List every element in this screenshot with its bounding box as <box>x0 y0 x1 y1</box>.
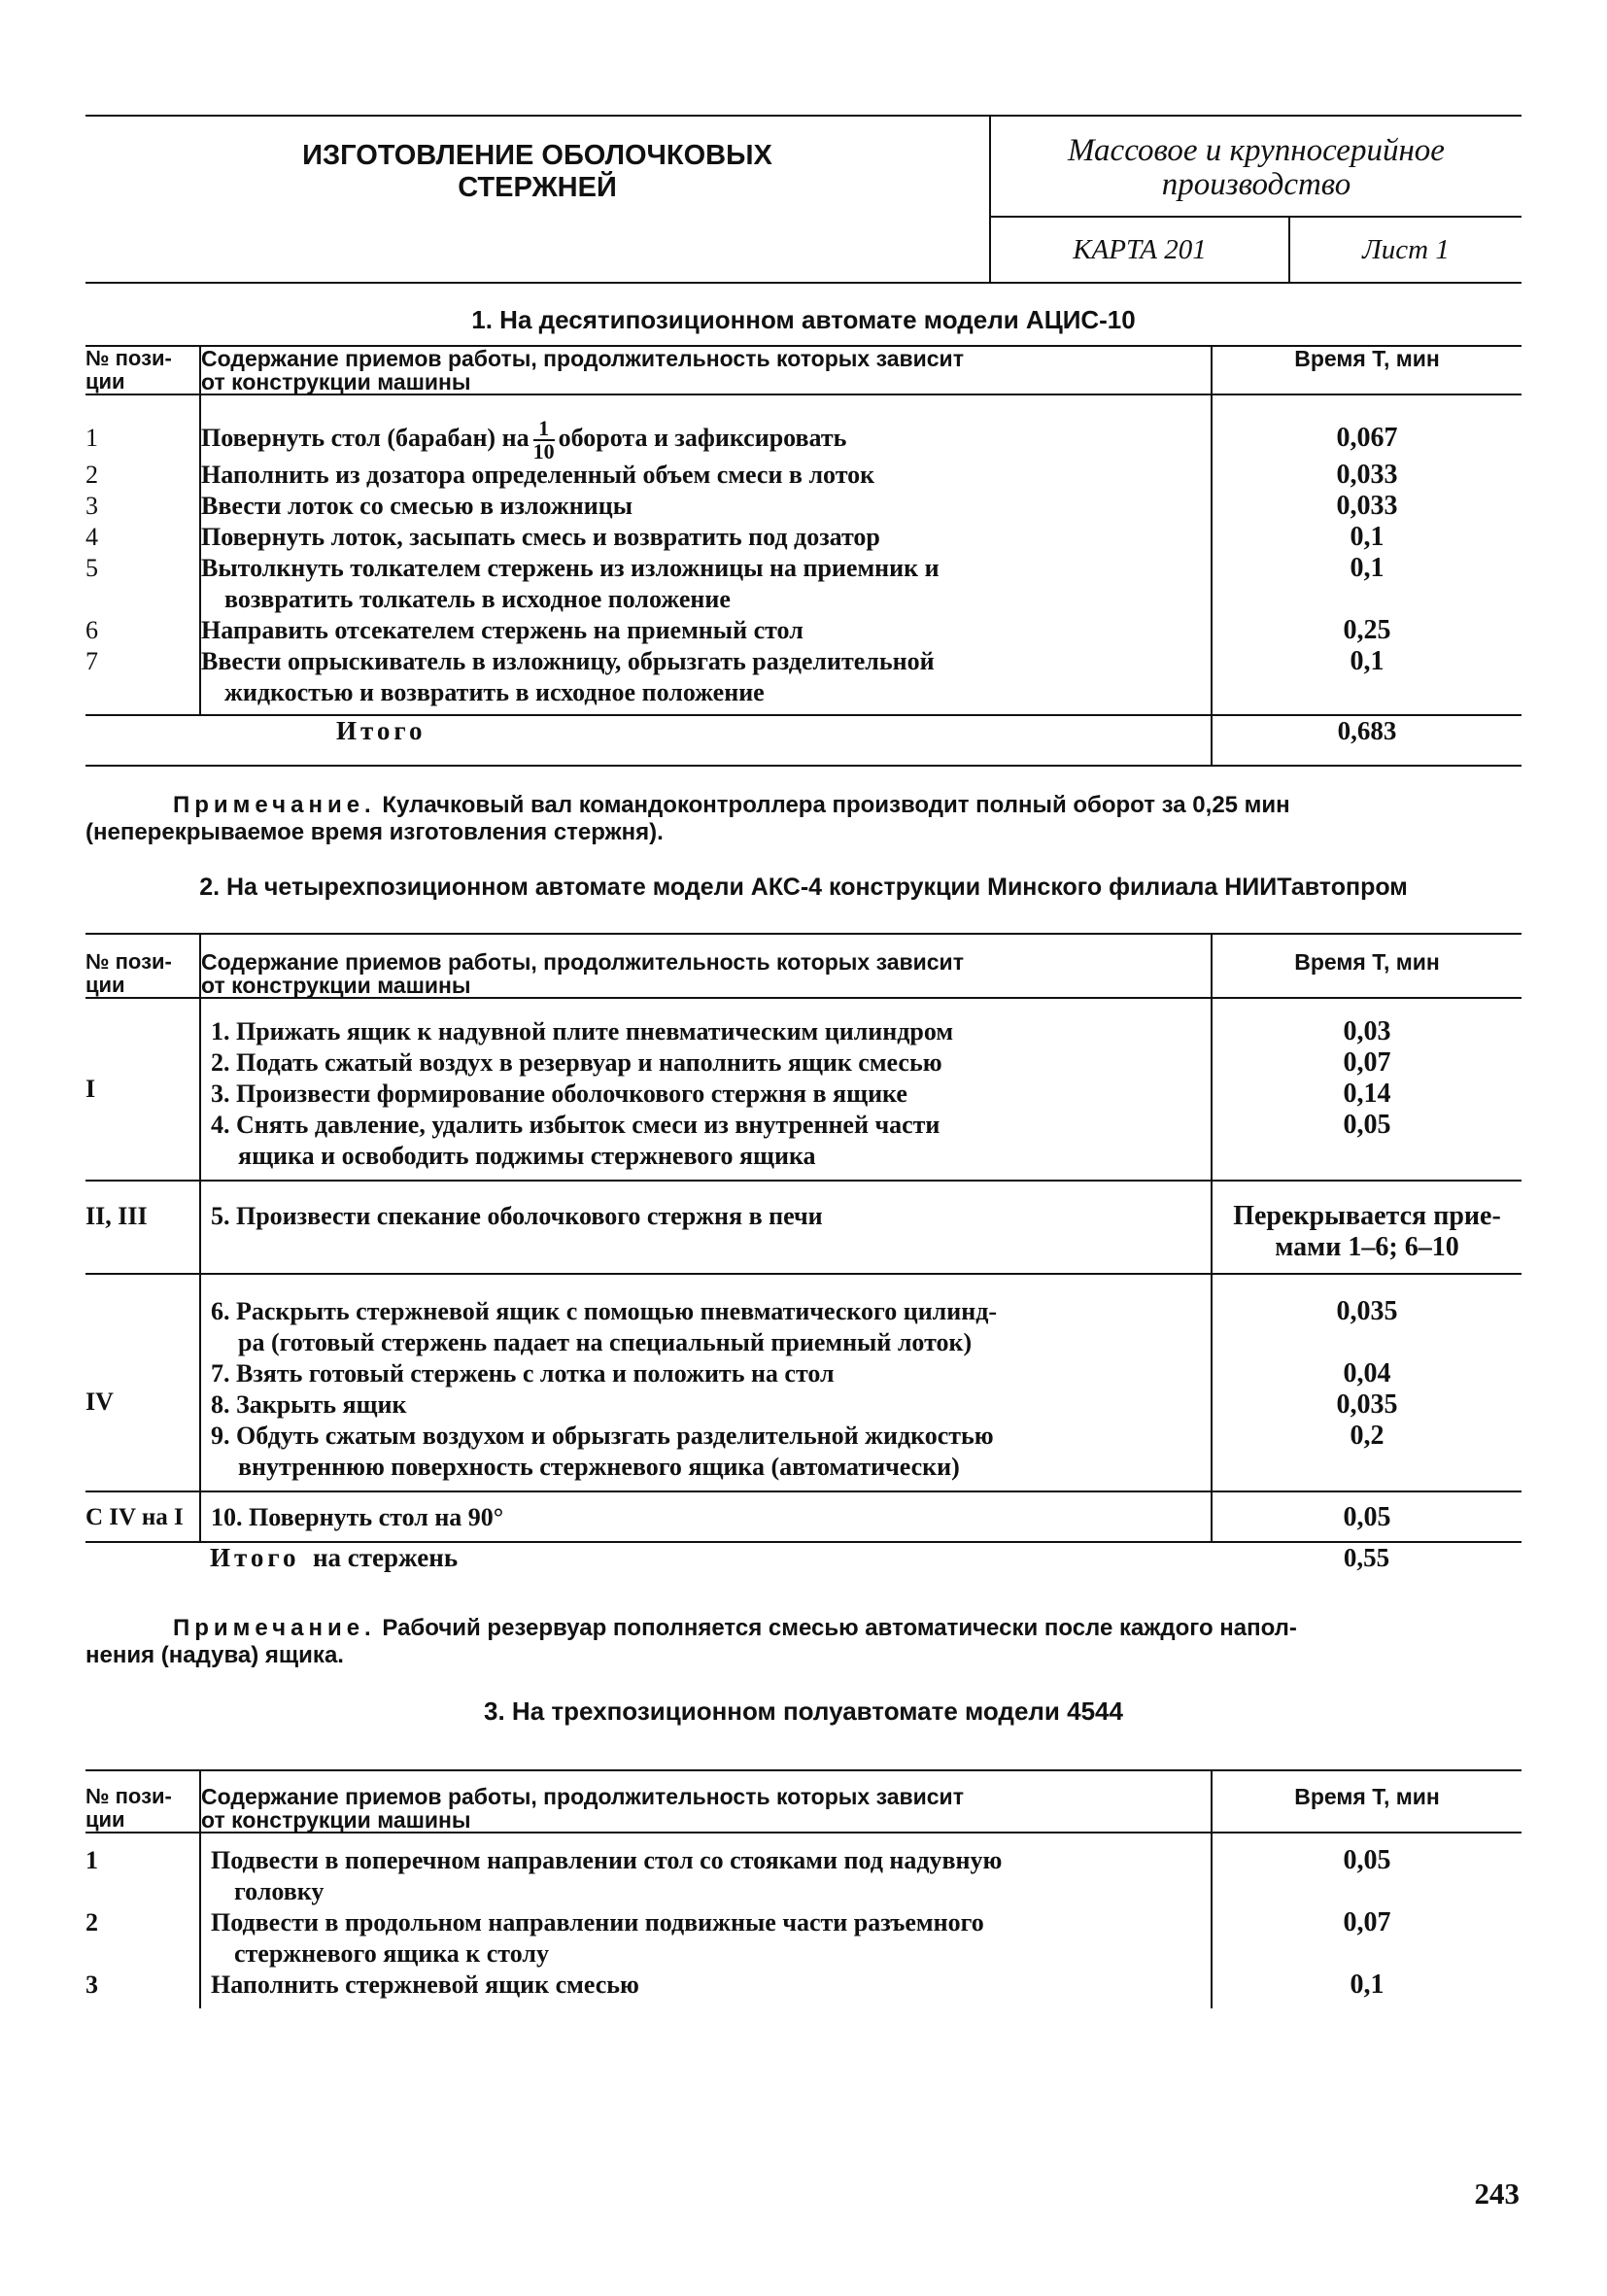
production-type: Массовое и крупносерийное производство <box>991 117 1522 218</box>
col-content: Содержание приемов работы, продолжительность которых зависит от конструкции машины <box>200 934 1212 998</box>
document-title: ИЗГОТОВЛЕНИЕ ОБОЛОЧКОВЫХ СТЕРЖНЕЙ <box>302 140 772 203</box>
group-position: II, III <box>85 1202 148 1230</box>
header-card-row <box>991 218 1522 282</box>
row-time: 0,25 <box>1343 615 1391 645</box>
section2-table <box>85 933 1522 1592</box>
total-value: 0,55 <box>1343 1543 1390 1572</box>
col-time: Время Т, мин <box>1212 346 1522 394</box>
card-header <box>85 115 1522 284</box>
header-right-cell <box>989 117 1522 282</box>
note-label: Примечание. <box>173 1615 376 1641</box>
section1-table <box>85 345 1522 767</box>
col-content: Содержание приемов работы, продолжительность которых зависит от конструкции машины <box>200 1770 1212 1833</box>
section2-total-row <box>85 1542 1522 1592</box>
row-text: возвратить толкатель в исходное положение <box>224 585 731 613</box>
section3-body: 1 2 3 Подвести в поперечном направлении стол со стояками под надувную головку Подвести в продольном направлении подвижные части разъемного стержневого ящика к столу Наполнить стержневой ящик смесью 0,05 0,07 0,1 <box>85 1833 1522 2008</box>
row-text: Повернуть стол (барабан) на $\frac{1}{10}$ оборота и зафиксировать <box>201 416 847 464</box>
section1-total-row <box>85 715 1522 766</box>
sheet-number: Лист 1 <box>1362 233 1450 265</box>
total-label: Итого <box>336 716 427 745</box>
header-title-cell <box>85 117 989 282</box>
row-num: 5 <box>85 554 98 582</box>
section2-note <box>85 1615 1522 1669</box>
section2-header-row <box>85 934 1522 998</box>
note-text: (неперекрываемое время изготовления стержня). <box>85 819 664 845</box>
row-num: 3 <box>85 492 98 520</box>
row-text: Наполнить из дозатора определенный объем смеси в лоток <box>201 461 875 489</box>
col-time: Время Т, мин <box>1212 1770 1522 1833</box>
row-time: 0,033 <box>1336 460 1398 490</box>
section1-title: 1. На десятипозиционном автомате модели АЦИС-10 <box>471 305 1136 334</box>
row-num: 6 <box>85 616 98 644</box>
row-time: 0,1 <box>1350 646 1385 676</box>
section1-note <box>85 792 1522 846</box>
section3-table <box>85 1769 1522 2008</box>
row-text: Направить отсекателем стержень на приемный стол <box>201 616 804 644</box>
section3-title: 3. На трехпозиционном полуавтомате модели 4544 <box>484 1696 1123 1726</box>
section1-body <box>85 394 1522 715</box>
page <box>85 115 1522 2008</box>
row-time: 0,1 <box>1350 522 1385 552</box>
note-text: нения (надува) ящика. <box>85 1642 344 1668</box>
total-label: Итого на стержень <box>210 1543 459 1572</box>
group-row: IV 6. Раскрыть стержневой ящик с помощью пневматического цилинд- ра (готовый стержень падает на специальный приемный лоток) 7. Взять готовый стержень с лотка и положить на стол 8. Закрыть ящик 9. Обдуть сжатым воздухом и обрызгать разделительной жидкостью внутреннюю поверхность стержневого ящика (автоматически) 0,035 0,04 0,035 0,2 <box>85 1274 1522 1491</box>
note-text: Рабочий резервуар пополняется смесью автоматически после каждого напол- <box>382 1615 1297 1641</box>
note-label: Примечание. <box>173 792 376 818</box>
row-time: 0,033 <box>1336 491 1398 521</box>
group-position: С IV на I <box>85 1504 184 1530</box>
row-text: жидкостью и возвратить в исходное положение <box>224 678 765 706</box>
row-time: 0,067 <box>1336 423 1398 453</box>
row-text: Ввести опрыскиватель в изложницу, обрызгать разделительной <box>201 647 935 675</box>
col-time: Время Т, мин <box>1212 934 1522 998</box>
section1-header-row <box>85 346 1522 394</box>
row-num: 7 <box>85 647 98 675</box>
col-position: № пози- ции <box>85 1770 200 1833</box>
section3-header-row <box>85 1770 1522 1833</box>
total-value: 0,683 <box>1212 715 1522 766</box>
col-position: № пози- ции <box>85 346 200 394</box>
row-num: 4 <box>85 523 98 551</box>
note-text: Кулачковый вал командоконтроллера производит полный оборот за 0,25 мин <box>382 792 1290 818</box>
group-row: II, III 5. Произвести спекание оболочкового стержня в печи Перекрывается прие- мами 1–6; 6–10 <box>85 1181 1522 1274</box>
row-time: 0,1 <box>1350 553 1385 583</box>
section2-title: 2. На четырехпозиционном автомате модели АКС-4 конструкции Минского филиала НИИТавтопром <box>199 874 1408 901</box>
row-num: 1 <box>85 424 98 452</box>
col-position: № пози- ции <box>85 934 200 998</box>
group-position: I <box>85 1075 96 1103</box>
row-text: Ввести лоток со смесью в изложницы <box>201 492 633 520</box>
group-position: IV <box>85 1388 114 1416</box>
row-text: Повернуть лоток, засыпать смесь и возвратить под дозатор <box>201 523 880 551</box>
row-num: 2 <box>85 461 98 489</box>
row-text: Вытолкнуть толкателем стержень из изложницы на приемник и <box>201 554 940 582</box>
group-row: С IV на I 10. Повернуть стол на 90° 0,05 <box>85 1491 1522 1542</box>
col-content: Содержание приемов работы, продолжительность которых зависит от конструкции машины <box>200 346 1212 394</box>
group-row: I 1. Прижать ящик к надувной плите пневматическим цилиндром 2. Подать сжатый воздух в резервуар и наполнить ящик смесью 3. Произвести формирование оболочкового стержня в ящике 4. Снять давление, удалить избыток смеси из внутренней части ящика и освободить поджимы стержневого ящика 0,03 0,07 0,14 0,05 <box>85 998 1522 1181</box>
card-number: КАРТА 201 <box>991 218 1290 282</box>
page-number: 243 <box>1474 2176 1520 2210</box>
fraction: $\frac{1}{10}$ <box>532 416 555 464</box>
